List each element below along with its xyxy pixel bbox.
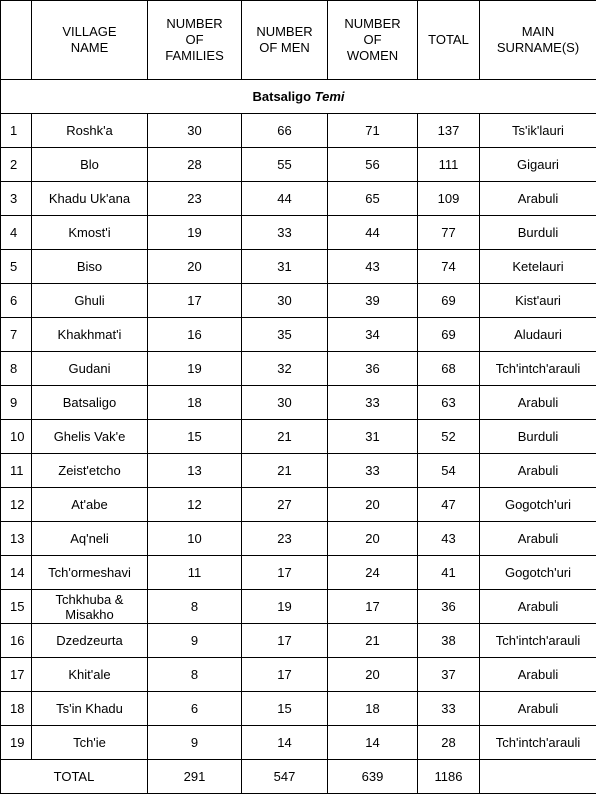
cell-number: 13 bbox=[1, 522, 32, 556]
cell-men: 17 bbox=[242, 624, 328, 658]
cell-main-surname: Tch'intch'arauli bbox=[480, 624, 596, 658]
header-village-name: VILLAGE NAME bbox=[32, 1, 148, 80]
header-row bbox=[1, 1, 596, 80]
cell-families: 17 bbox=[148, 284, 242, 318]
cell-families: 30 bbox=[148, 114, 242, 148]
cell-families: 16 bbox=[148, 318, 242, 352]
cell-village-name: Dzedzeurta bbox=[32, 624, 148, 658]
cell-women: 36 bbox=[328, 352, 418, 386]
table-row bbox=[1, 318, 596, 352]
cell-number: 8 bbox=[1, 352, 32, 386]
cell-families: 6 bbox=[148, 692, 242, 726]
table-row bbox=[1, 114, 596, 148]
cell-men: 31 bbox=[242, 250, 328, 284]
cell-number: 11 bbox=[1, 454, 32, 488]
totals-label: TOTAL bbox=[1, 760, 148, 794]
cell-men: 23 bbox=[242, 522, 328, 556]
cell-number: 3 bbox=[1, 182, 32, 216]
cell-men: 21 bbox=[242, 454, 328, 488]
cell-main-surname: Arabuli bbox=[480, 692, 596, 726]
cell-total: 54 bbox=[418, 454, 480, 488]
cell-women: 44 bbox=[328, 216, 418, 250]
cell-families: 9 bbox=[148, 726, 242, 760]
cell-main-surname: Tch'intch'arauli bbox=[480, 726, 596, 760]
cell-men: 33 bbox=[242, 216, 328, 250]
cell-families: 8 bbox=[148, 658, 242, 692]
cell-women: 39 bbox=[328, 284, 418, 318]
totals-families: 291 bbox=[148, 760, 242, 794]
cell-number: 7 bbox=[1, 318, 32, 352]
cell-women: 21 bbox=[328, 624, 418, 658]
cell-families: 28 bbox=[148, 148, 242, 182]
cell-main-surname: Aludauri bbox=[480, 318, 596, 352]
cell-village-name: Roshk'a bbox=[32, 114, 148, 148]
cell-village-name: Khit'ale bbox=[32, 658, 148, 692]
cell-women: 31 bbox=[328, 420, 418, 454]
cell-men: 27 bbox=[242, 488, 328, 522]
cell-number: 5 bbox=[1, 250, 32, 284]
cell-women: 14 bbox=[328, 726, 418, 760]
section-title bbox=[1, 80, 596, 114]
cell-village-name: Kmost'i bbox=[32, 216, 148, 250]
cell-men: 30 bbox=[242, 386, 328, 420]
cell-village-name: Tch'ormeshavi bbox=[32, 556, 148, 590]
cell-families: 8 bbox=[148, 590, 242, 624]
cell-total: 33 bbox=[418, 692, 480, 726]
cell-number: 17 bbox=[1, 658, 32, 692]
cell-number: 16 bbox=[1, 624, 32, 658]
cell-village-name: Tch'ie bbox=[32, 726, 148, 760]
table-row bbox=[1, 488, 596, 522]
cell-main-surname: Ts'ik'lauri bbox=[480, 114, 596, 148]
cell-number: 12 bbox=[1, 488, 32, 522]
cell-women: 20 bbox=[328, 658, 418, 692]
cell-total: 43 bbox=[418, 522, 480, 556]
cell-main-surname: Arabuli bbox=[480, 182, 596, 216]
totals-surname bbox=[480, 760, 596, 794]
cell-number: 18 bbox=[1, 692, 32, 726]
cell-number: 14 bbox=[1, 556, 32, 590]
cell-men: 17 bbox=[242, 658, 328, 692]
cell-total: 38 bbox=[418, 624, 480, 658]
cell-village-name: Blo bbox=[32, 148, 148, 182]
cell-total: 28 bbox=[418, 726, 480, 760]
header-number-of-women: NUMBER OF WOMEN bbox=[328, 1, 418, 80]
cell-main-surname: Burduli bbox=[480, 216, 596, 250]
cell-main-surname: Burduli bbox=[480, 420, 596, 454]
cell-main-surname: Arabuli bbox=[480, 658, 596, 692]
cell-number: 1 bbox=[1, 114, 32, 148]
table-row bbox=[1, 182, 596, 216]
table-row bbox=[1, 352, 596, 386]
table-row bbox=[1, 386, 596, 420]
cell-village-name: Zeist'etcho bbox=[32, 454, 148, 488]
cell-families: 10 bbox=[148, 522, 242, 556]
cell-men: 14 bbox=[242, 726, 328, 760]
cell-women: 34 bbox=[328, 318, 418, 352]
header-main-surnames: MAIN SURNAME(S) bbox=[480, 1, 596, 80]
cell-total: 69 bbox=[418, 318, 480, 352]
cell-total: 47 bbox=[418, 488, 480, 522]
table-row bbox=[1, 556, 596, 590]
cell-women: 17 bbox=[328, 590, 418, 624]
table-row bbox=[1, 148, 596, 182]
cell-women: 18 bbox=[328, 692, 418, 726]
totals-total: 1186 bbox=[418, 760, 480, 794]
table-row bbox=[1, 284, 596, 318]
cell-men: 66 bbox=[242, 114, 328, 148]
cell-women: 33 bbox=[328, 386, 418, 420]
cell-women: 33 bbox=[328, 454, 418, 488]
cell-main-surname: Arabuli bbox=[480, 454, 596, 488]
cell-families: 12 bbox=[148, 488, 242, 522]
cell-village-name: At'abe bbox=[32, 488, 148, 522]
cell-families: 20 bbox=[148, 250, 242, 284]
table-row bbox=[1, 692, 596, 726]
cell-women: 24 bbox=[328, 556, 418, 590]
table-row bbox=[1, 216, 596, 250]
cell-main-surname: Gogotch'uri bbox=[480, 556, 596, 590]
totals-men: 547 bbox=[242, 760, 328, 794]
cell-total: 36 bbox=[418, 590, 480, 624]
table-row bbox=[1, 624, 596, 658]
cell-men: 44 bbox=[242, 182, 328, 216]
cell-women: 43 bbox=[328, 250, 418, 284]
totals-row bbox=[1, 760, 596, 794]
cell-total: 109 bbox=[418, 182, 480, 216]
cell-women: 20 bbox=[328, 488, 418, 522]
cell-number: 2 bbox=[1, 148, 32, 182]
section-name: Batsaligo bbox=[252, 89, 312, 104]
header-total: TOTAL bbox=[418, 1, 480, 80]
cell-village-name: Khakhmat'i bbox=[32, 318, 148, 352]
cell-main-surname: Arabuli bbox=[480, 590, 596, 624]
cell-families: 9 bbox=[148, 624, 242, 658]
cell-number: 9 bbox=[1, 386, 32, 420]
cell-men: 32 bbox=[242, 352, 328, 386]
cell-women: 56 bbox=[328, 148, 418, 182]
cell-total: 37 bbox=[418, 658, 480, 692]
cell-women: 65 bbox=[328, 182, 418, 216]
cell-village-name: Batsaligo bbox=[32, 386, 148, 420]
cell-number: 15 bbox=[1, 590, 32, 624]
header-number-of-families: NUMBER OF FAMILIES bbox=[148, 1, 242, 80]
cell-total: 111 bbox=[418, 148, 480, 182]
cell-number: 4 bbox=[1, 216, 32, 250]
cell-total: 74 bbox=[418, 250, 480, 284]
cell-women: 71 bbox=[328, 114, 418, 148]
table-row bbox=[1, 420, 596, 454]
header-number-of-men: NUMBER OF MEN bbox=[242, 1, 328, 80]
cell-men: 21 bbox=[242, 420, 328, 454]
cell-total: 68 bbox=[418, 352, 480, 386]
cell-men: 55 bbox=[242, 148, 328, 182]
cell-families: 11 bbox=[148, 556, 242, 590]
cell-total: 77 bbox=[418, 216, 480, 250]
cell-men: 17 bbox=[242, 556, 328, 590]
cell-village-name: Ghuli bbox=[32, 284, 148, 318]
table-row bbox=[1, 590, 596, 624]
totals-women: 639 bbox=[328, 760, 418, 794]
cell-families: 19 bbox=[148, 216, 242, 250]
header-index bbox=[1, 1, 32, 80]
cell-number: 10 bbox=[1, 420, 32, 454]
table-row bbox=[1, 522, 596, 556]
cell-number: 6 bbox=[1, 284, 32, 318]
cell-men: 30 bbox=[242, 284, 328, 318]
cell-total: 137 bbox=[418, 114, 480, 148]
cell-main-surname: Gigauri bbox=[480, 148, 596, 182]
cell-women: 20 bbox=[328, 522, 418, 556]
cell-main-surname: Tch'intch'arauli bbox=[480, 352, 596, 386]
cell-men: 35 bbox=[242, 318, 328, 352]
table-row bbox=[1, 250, 596, 284]
cell-main-surname: Arabuli bbox=[480, 386, 596, 420]
cell-village-name: Biso bbox=[32, 250, 148, 284]
cell-village-name: Ts'in Khadu bbox=[32, 692, 148, 726]
cell-main-surname: Kist'auri bbox=[480, 284, 596, 318]
cell-families: 13 bbox=[148, 454, 242, 488]
table-row bbox=[1, 726, 596, 760]
cell-main-surname: Gogotch'uri bbox=[480, 488, 596, 522]
cell-total: 63 bbox=[418, 386, 480, 420]
cell-main-surname: Ketelauri bbox=[480, 250, 596, 284]
cell-village-name: Aq'neli bbox=[32, 522, 148, 556]
cell-families: 18 bbox=[148, 386, 242, 420]
table-row bbox=[1, 658, 596, 692]
cell-number: 19 bbox=[1, 726, 32, 760]
cell-village-name: Khadu Uk'ana bbox=[32, 182, 148, 216]
cell-families: 19 bbox=[148, 352, 242, 386]
cell-total: 41 bbox=[418, 556, 480, 590]
cell-men: 15 bbox=[242, 692, 328, 726]
cell-village-name: Ghelis Vak'e bbox=[32, 420, 148, 454]
cell-village-name: Gudani bbox=[32, 352, 148, 386]
section-suffix: Temi bbox=[314, 89, 345, 104]
section-row bbox=[1, 80, 596, 114]
table-row bbox=[1, 454, 596, 488]
cell-total: 69 bbox=[418, 284, 480, 318]
cell-men: 19 bbox=[242, 590, 328, 624]
cell-main-surname: Arabuli bbox=[480, 522, 596, 556]
cell-families: 15 bbox=[148, 420, 242, 454]
cell-families: 23 bbox=[148, 182, 242, 216]
cell-total: 52 bbox=[418, 420, 480, 454]
cell-village-name: Tchkhuba & Misakho bbox=[32, 590, 148, 624]
